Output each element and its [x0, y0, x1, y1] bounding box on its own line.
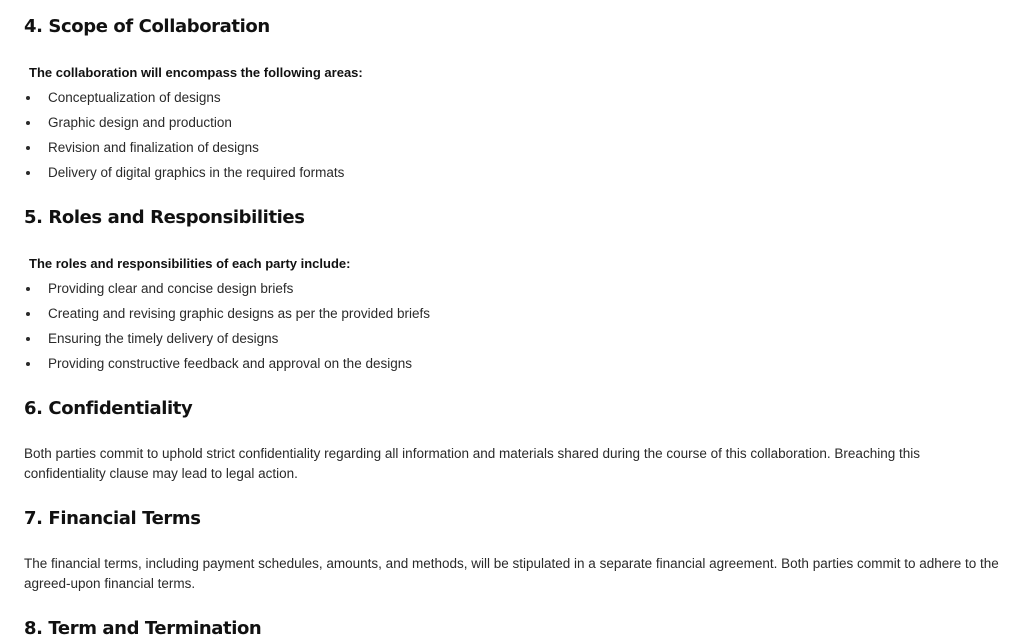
bullet-icon — [26, 121, 30, 125]
list-item-text: Providing clear and concise design briefs — [48, 281, 294, 296]
bullet-icon — [26, 362, 30, 366]
list-item-text: Providing constructive feedback and approval on the designs — [48, 356, 412, 371]
section-body: The financial terms, including payment schedules, amounts, and methods, will be stipulated in a separate financial agreement. Both parties commit to adhere to the agreed-upon financial terms. — [24, 556, 999, 591]
bullet-icon — [26, 146, 30, 150]
section-intro: The collaboration will encompass the following areas: — [29, 65, 363, 80]
list-item-text: Conceptualization of designs — [48, 90, 221, 105]
section-title: 6. Confidentiality — [24, 398, 193, 419]
list-item — [24, 305, 430, 330]
list-item — [24, 114, 344, 139]
list-item — [24, 164, 344, 189]
bullet-icon — [26, 312, 30, 316]
bullet-icon — [26, 96, 30, 100]
section-financial-terms — [24, 508, 1000, 591]
bullet-icon — [26, 287, 30, 291]
bullet-icon — [26, 337, 30, 341]
section-title: 8. Term and Termination — [24, 618, 262, 636]
list-item — [24, 280, 430, 305]
section-title: 7. Financial Terms — [24, 508, 201, 529]
list-item — [24, 330, 430, 355]
bullet-list — [24, 89, 344, 189]
list-item — [24, 355, 430, 380]
list-item-text: Ensuring the timely delivery of designs — [48, 331, 279, 346]
list-item-text: Delivery of digital graphics in the required formats — [48, 165, 345, 180]
section-confidentiality — [24, 398, 1000, 481]
list-item-text: Creating and revising graphic designs as per the provided briefs — [48, 306, 430, 321]
section-body: Both parties commit to uphold strict confidentiality regarding all information and materials shared during the course of this collaboration. Breaching this confidentiality clause may lead to legal action. — [24, 446, 920, 481]
section-roles-and-responsibilities — [24, 207, 1000, 371]
section-scope-of-collaboration — [24, 16, 1000, 180]
list-item — [24, 139, 344, 164]
section-title: 4. Scope of Collaboration — [24, 16, 270, 37]
list-item-text: Graphic design and production — [48, 115, 232, 130]
bullet-list — [24, 280, 430, 380]
section-intro: The roles and responsibilities of each party include: — [29, 256, 351, 271]
list-item — [24, 89, 344, 114]
list-item-text: Revision and finalization of designs — [48, 140, 259, 155]
section-term-and-termination — [24, 618, 1000, 636]
section-title: 5. Roles and Responsibilities — [24, 207, 305, 228]
bullet-icon — [26, 171, 30, 175]
